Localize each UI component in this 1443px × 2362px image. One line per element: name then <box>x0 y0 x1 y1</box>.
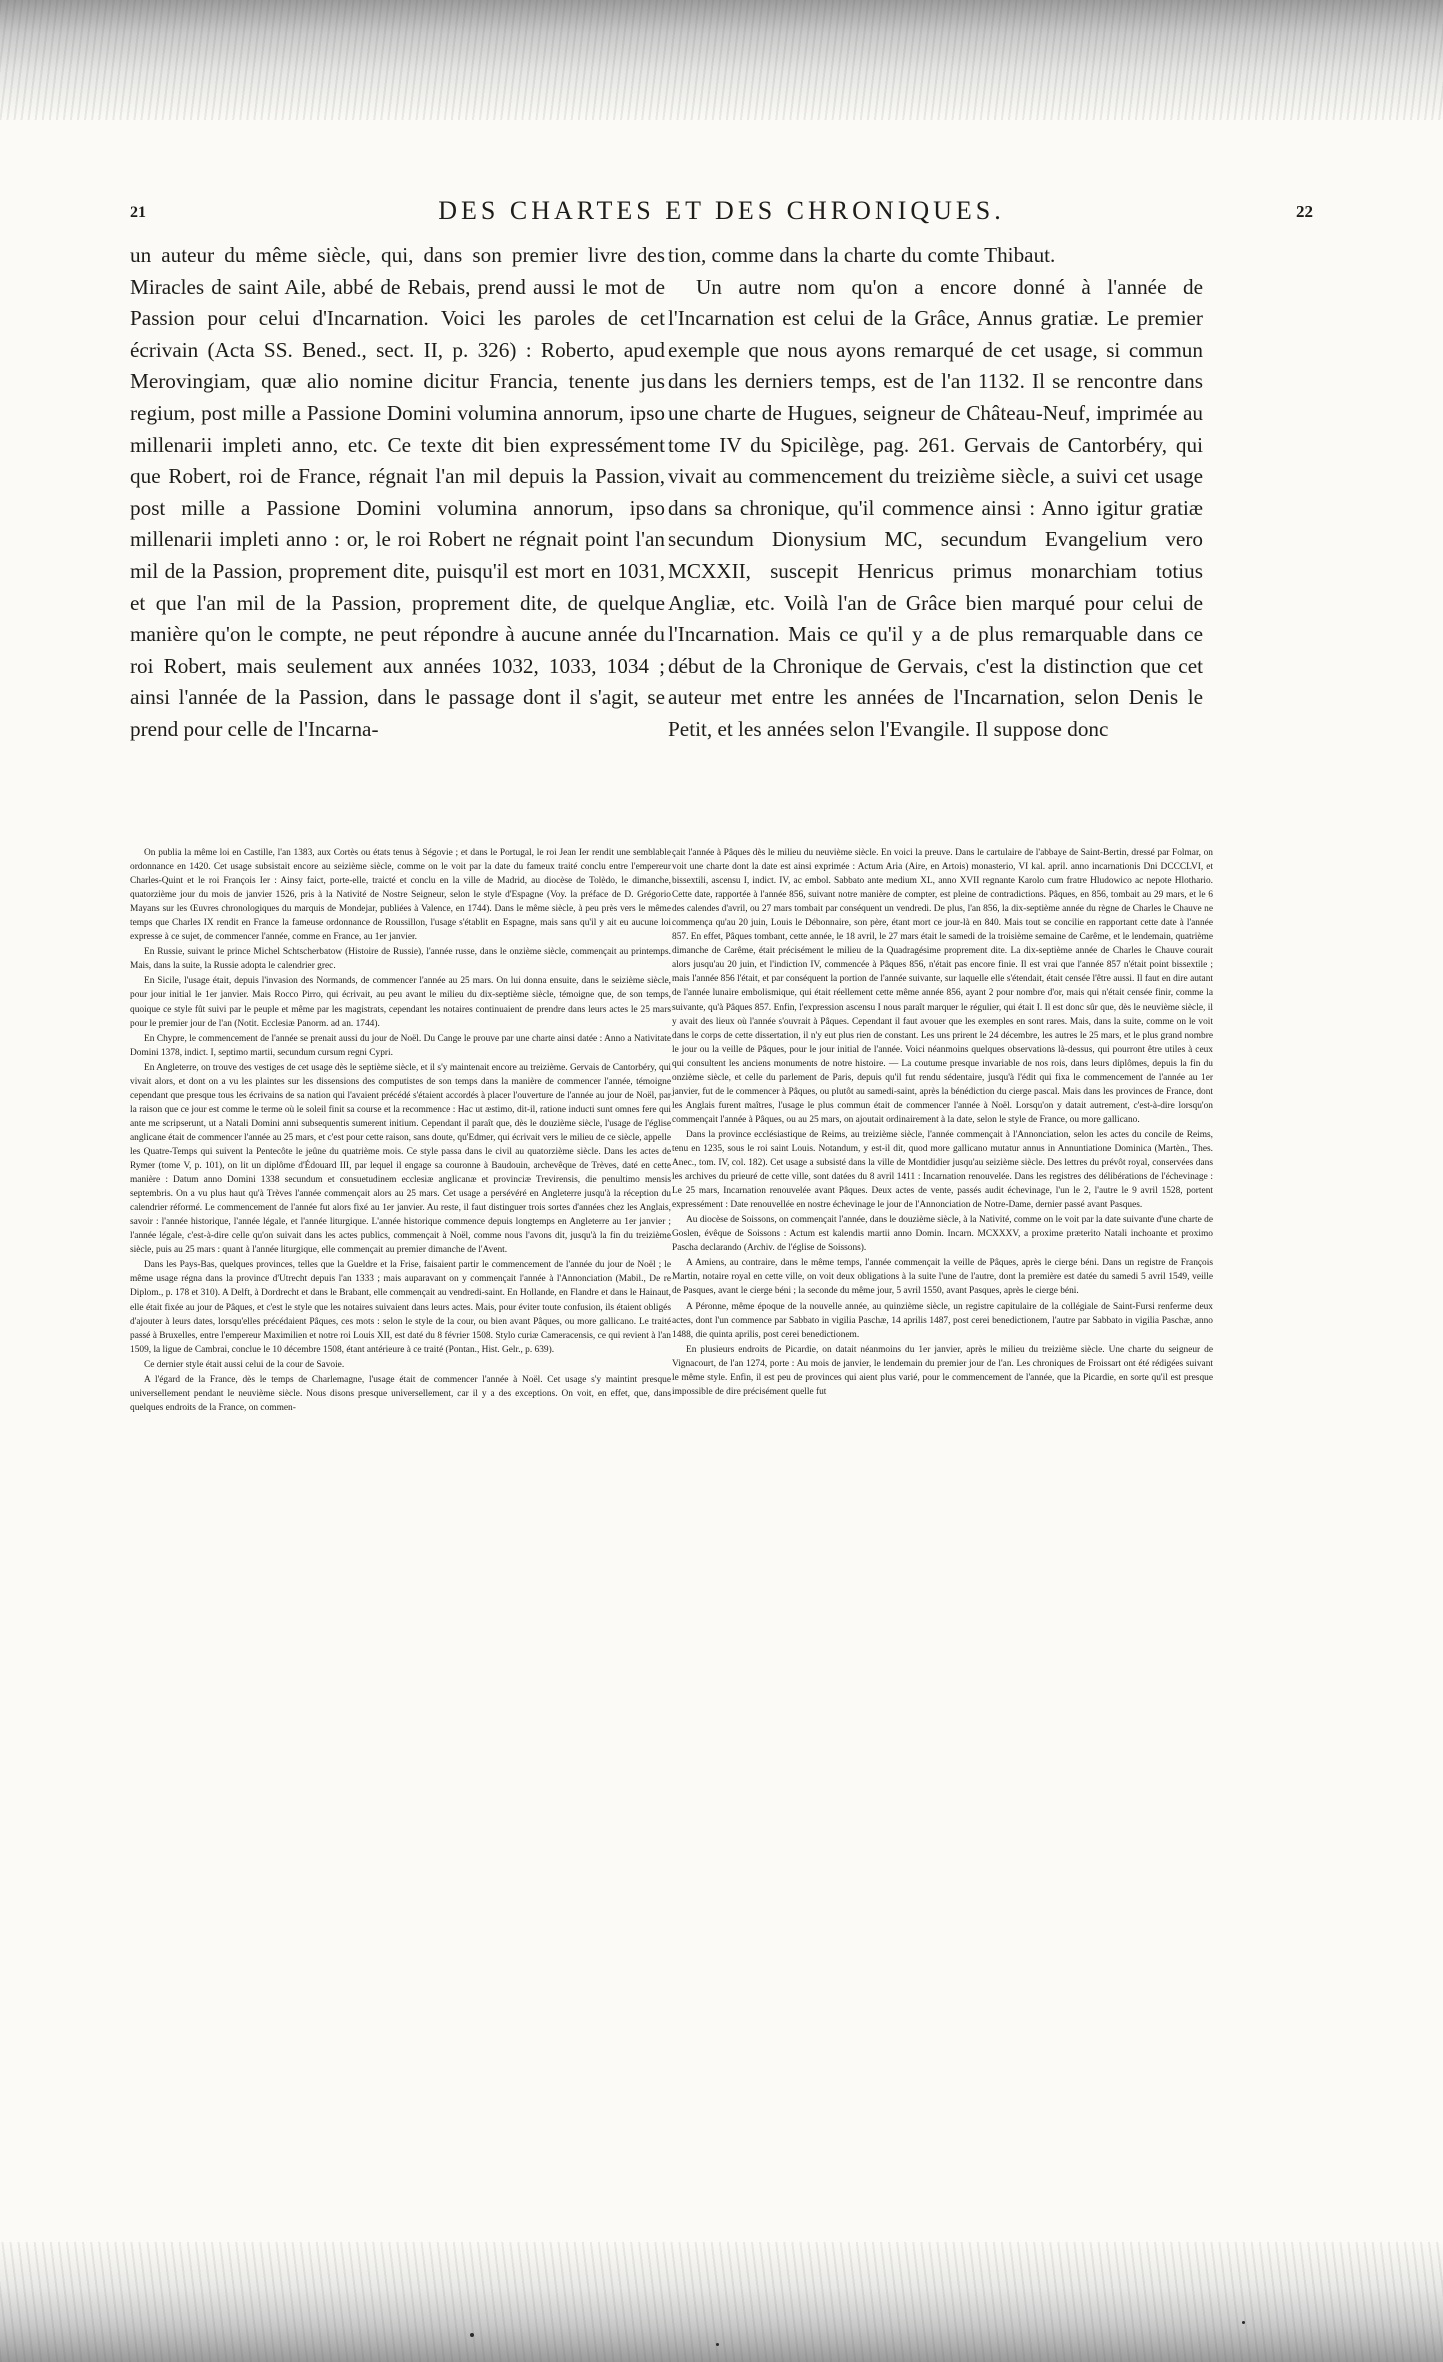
folio-right: 22 <box>1296 202 1313 221</box>
scan-top-edge <box>0 0 1443 120</box>
footnote-paragraph: A Péronne, même époque de la nouvelle année, au quinzième siècle, un registre capitulaire de la collégiale de Saint-Fursi renferme deux actes, dont l'un commence par Sabbato in vigilia Paschæ, 14 aprilis 1487, post cerei benedictionem, l'autre par Sabbato in vigilia Paschæ, anno 1488, die quinta aprilis, post cerei benedictionem. <box>672 1301 1213 1340</box>
paragraph: un auteur du même siècle, qui, dans son premier livre des Miracles de saint Aile, abbé de Rebais, prend aussi le mot de Passion pour celui d'Incarnation. Voici les paroles de cet écrivain (Acta SS. Bened., sect. II, p. 326) : Roberto, apud Merovingiam, quæ alio nomine dicitur Francia, tenente jus regium, post mille a Passione Domini volumina annorum, ipso millenarii impleti anno, etc. Ce texte dit bien expressément que Robert, roi de France, régnait l'an mil depuis la Passion, post mille a Passione Domini volumina annorum, ipso millenarii impleti anno : or, le roi Robert ne régnait point l'an mil de la Passion, proprement dite, puisqu'il est mort en 1031, et que l'an mil de la Passion, proprement dite, de quelque manière qu'on le compte, ne peut répondre à aucune année du roi Robert, mais seulement aux années 1032, 1033, 1034 ; ainsi l'année de la Passion, dans le passage dont il s'agit, se prend pour celle de l'Incarna- <box>130 243 665 741</box>
footnotes-left-column <box>130 846 671 1416</box>
footnotes-right-column <box>672 846 1213 1400</box>
ink-speck <box>716 2343 719 2346</box>
footnote-paragraph: Dans les Pays-Bas, quelques provinces, telles que la Gueldre et la Frise, faisaient partir le commencement de l'année du jour de Noël ; le même usage régna dans la province d'Utrecht depuis l'an 1333 ; mais auparavant on y commençait l'année à l'Annonciation (Mabil., De re Diplom., p. 178 et 310). A Delft, à Dordrecht et dans le Brabant, elle commençait au vendredi-saint. En Hollande, en Flandre et dans le Hainaut, elle était fixée au jour de Pâques, et c'est le style que les notaires suivaient dans leurs actes. Mais, pour éviter toute confusion, ils étaient obligés d'ajouter à leurs dates, lorsqu'elles précédaient Pâques, ces mots : selon le style de la cour, ou bien avant Pâques, ou more gallicano. Le traité passé à Bruxelles, entre l'empereur Maximilien et notre roi Louis XII, est daté du 8 février 1508. Stylo curiæ Cameracensis, ce qui revient à l'an 1509, la ligue de Cambrai, conclue le 10 décembre 1508, étant antérieure à ce traité (Pontan., Hist. Gelr., p. 639). <box>130 1260 671 1355</box>
main-text-right-column <box>668 240 1203 746</box>
footnote-paragraph: A Amiens, au contraire, dans le même temps, l'année commençait la veille de Pâques, après le cierge béni. Dans un registre de François Martin, notaire royal en cette ville, on voit deux obligations à la suite l'une de l'autre, dont la première est datée du samedi 5 avril 1549, veille de Pasques, avant le cierge béni ; la seconde du même jour, 5 avril 1550, avant Pasques, après le cierge béni. <box>672 1258 1213 1297</box>
footnote-paragraph: Ce dernier style était aussi celui de la cour de Savoie. <box>144 1359 345 1370</box>
scan-bottom-edge <box>0 2242 1443 2362</box>
footnote-paragraph: çait l'année à Pâques dès le milieu du neuvième siècle. En voici la preuve. Dans le cartulaire de l'abbaye de Saint-Bertin, dressé par Folmar, on voit une charte dont la date est ainsi exprimée : Actum Aria (Aire, en Artois) monasterio, VI kal. april. anno incarnationis Dni DCCCLVI, et bissextili, ascensu I, indict. IV, ac embol. Sabbato ante medium XL, anno XVII regnante Karolo cum fratre Hludowico ac nepote Hlothario. Cette date, rapportée à l'année 856, suivant notre manière de compter, est pleine de contradictions. Pâques, en 856, tombait au 29 mars, et le 6 des calendes d'avril, ou 27 mars tombait par conséquent un vendredi. De plus, l'an 856, la dix-septième année du règne de Charles le Chauve ne commença qu'au 20 juin, Louis le Débonnaire, son père, étant mort ce jour-là en 840. Mais tout se concilie en rapportant cette date à l'année 857. En effet, Pâques tombant, cette année, le 18 avril, le 27 mars était le samedi de la troisième semaine de Carême, et le lendemain, quatrième dimanche de Carême, était précisément le milieu de la Quadragésime proprement dite. La dix-septième année de Charles le Chauve courait alors jusqu'au 20 juin, et l'indiction IV, commencée à Pâques 856, n'était pas encore finie. Il est vrai que l'année 857 n'était point bissextile ; mais l'année 856 l'était, et par conséquent la portion de l'année suivante, sur laquelle elle s'étendait, était censée l'être aussi. Il faut en dire autant de l'année lunaire embolismique, qui était réellement cette même année 856, ayant 2 pour nombre d'or, mais qui n'était censée finir, comme la suivante, qu'à Pâques 857. Enfin, l'expression ascensu I nous paraît marquer le régulier, qui était I. Il est donc sûr que, dès le neuvième siècle, il y avait des lieux où l'année s'ouvrait à Pâques. Cependant il faut avouer que les exemples en sont rares. Mais, dans la suite, comme on le voit dans le corps de cette dissertation, il n'y eut plus rien de constant. Les uns prirent le 24 décembre, les autres le 25 mars, et le plus grand nombre le jour ou la veille de Pâques, pour le jour initial de l'année. Voici néanmoins quelques observations là-dessus, qui pourront être utiles à ceux qui consultent les anciens monuments de notre histoire. — La coutume presque invariable de nos rois, dans leurs diplômes, depuis la fin du onzième siècle, et celle du parlement de Paris, depuis qu'il fut rendu sédentaire, jusqu'à l'édit qui fixa le commencement de l'année au 1er janvier, fut de le commencer à Pâques, ou plutôt au samedi-saint, après la bénédiction du cierge pascal. Mais dans les provinces de France, dont les Anglais furent maîtres, l'usage le plus commun était de commencer l'année à Noël. Lorsqu'on y datait autrement, c'est-à-dire lorsqu'on commençait l'année à Pâques, ou au 25 mars, on ajoutait ordinairement à la date, selon le style de France, ou more gallicano. <box>672 848 1213 1125</box>
footnote-paragraph: En Chypre, le commencement de l'année se prenait aussi du jour de Noël. Du Cange le prouve par une charte ainsi datée : Anno a Nativitate Domini 1378, indict. I, septimo martii, secundum cursum regni Cypri. <box>130 1033 671 1058</box>
main-text-left-column <box>130 240 665 746</box>
footnote-paragraph: En Russie, suivant le prince Michel Schtscherbatow (Histoire de Russie), l'année russe, dans le onzième siècle, commençait au printemps. Mais, dans la suite, la Russie adopta le calendrier grec. <box>130 947 671 972</box>
footnote-paragraph: En Sicile, l'usage était, depuis l'invasion des Normands, de commencer l'année au 25 mars. On lui donna ensuite, dans le seizième siècle, pour jour initial le 1er janvier. Mais Rocco Pirro, qui écrivait, au peu avant le milieu du dix-septième siècle, témoigne que, de son temps, quoique ce style fût suivi par le peuple et même par les magistrats, cependant les notaires continuaient de prendre dans leurs actes le 25 mars pour le premier jour de l'an (Notit. Ecclesiæ Panorm. ad an. 1744). <box>130 976 671 1029</box>
footnote-paragraph: Dans la province ecclésiastique de Reims, au treizième siècle, l'année commençait à l'Annonciation, selon les actes du concile de Reims, tenu en 1235, sous le roi saint Louis. Notandum, y est-il dit, quod more gallicano mutatur annus in Annuntiatione Dominica (Martèn., Thes. Anec., tom. IV, col. 182). Cet usage a subsisté dans la ville de Montdidier jusqu'au seizième siècle. Des lettres du prévôt royal, conservées dans les archives du prieuré de cette ville, sont datées du 8 avril 1411 : Incarnation renouvelée. Dans les registres des délibérations de l'échevinage : Le 25 mars, Incarnation renouvelée avant Pâques. Deux actes de vente, passés audit échevinage, l'un le 2, l'autre le 9 avril 1528, portent expressément : Date renouvellée en nostre échevinage le jour de l'Annonciation de Notre-Dame, dernier passé avant Pasques. <box>672 1129 1213 1211</box>
ink-speck <box>470 2333 474 2337</box>
footnote-paragraph: A l'égard de la France, dès le temps de Charlemagne, l'usage était de commencer l'année à Noël. Cet usage s'y maintint presque universellement pendant le neuvième siècle. Nous disons presque universellement, car il y a des exceptions. On voit, en effet, que, dans quelques endroits de la France, on commen- <box>130 1374 671 1413</box>
paragraph: Un autre nom qu'on a encore donné à l'année de l'Incarnation est celui de la Grâce, Annus gratiæ. Le premier exemple que nous ayons remarqué de cet usage, si commun dans les derniers temps, est de l'an 1132. Il se rencontre dans une charte de Hugues, seigneur de Château-Neuf, imprimée au tome IV du Spicilège, pag. 261. Gervais de Cantorbéry, qui vivait au commencement du treizième siècle, a suivi cet usage dans sa chronique, qu'il commence ainsi : Anno igitur gratiæ secundum Dionysium MC, secundum Evangelium vero MCXXII, suscepit Henricus primus monarchiam totius Angliæ, etc. Voilà l'an de Grâce bien marqué pour celui de l'Incarnation. Mais ce qu'il y a de plus remarquable dans ce début de la Chronique de Gervais, c'est la distinction que cet auteur met entre les années de l'Incarnation, selon Denis le Petit, et les années selon l'Evangile. Il suppose donc <box>668 274 1203 741</box>
footnote-paragraph: En plusieurs endroits de Picardie, on datait néanmoins du 1er janvier, après le milieu du treizième siècle. Une charte du seigneur de Vignacourt, de l'an 1274, porte : Au mois de janvier, le lendemain du premier jour de l'an. Les chroniques de Froissart ont été rédigées suivant le même style. Enfin, il est peu de provinces qui aient plus varié, pour le commencement de l'année, que la Picardie, en sorte qu'il est presque impossible de dire précisément quelle fut <box>672 1344 1213 1397</box>
running-head-title: DES CHARTES ET DES CHRONIQUES. <box>438 196 1005 225</box>
footnote-paragraph: En Angleterre, on trouve des vestiges de cet usage dès le septième siècle, et il s'y maintenait encore au treizième. Gervais de Cantorbéry, qui vivait alors, et dont on a vu les plaintes sur les dissensions des computistes de son temps dans la manière de commencer l'année, témoigne cependant que presque tous les écrivains de sa nation qui l'avaient précédé s'étaient accordés à placer l'ouverture de l'année au jour de Noël, par la raison que ce jour est comme le terme où le soleil finit sa course et la recommence : Hac ut æstimo, dit-il, ratione inducti sunt omnes fere qui ante me scripserunt, ut a Natali Domini anni subsequentis sumerent initium. Cependant il paraît que, dès le douzième siècle, l'usage de l'église anglicane était de commencer l'année au 25 mars, et c'est pour cette raison, sans doute, qu'Edmer, qui écrivait vers le milieu de ce siècle, appelle les Quatre-Temps qui suivent la Pentecôte le jeûne du quatrième mois. Ce style passa dans le civil au quatorzième siècle. Dans les actes de Rymer (tome V, p. 101), on lit un diplôme d'Édouard III, par lequel il engage sa couronne à Baudouin, archevêque de Trèves, daté en cette manière : Datum anno Domini 1338 secundum et consuetudinem ecclesiæ anglicanæ et provinciæ Trevirensis, die penultimo mensis septembris. On a vu plus haut qu'à Trèves l'année commençait alors au 25 mars. Cet usage a persévéré en Angleterre jusqu'à la réception du calendrier réformé. Le commencement de l'année fut alors fixé au 1er janvier. Au reste, il faut distinguer trois sortes d'années chez les Anglais, savoir : l'année historique, l'année légale, et l'année liturgique. L'année historique commence depuis longtemps en Angleterre au 1er janvier ; l'année légale, c'est-à-dire celle qu'on suivait dans les actes publics, commençait à Noël, comme nous l'avons dit, jusqu'à la fin du treizième siècle, puis au 25 mars : quant à l'année liturgique, elle commençait au premier dimanche de l'Avent. <box>130 1062 671 1256</box>
footnote-paragraph: Au diocèse de Soissons, on commençait l'année, dans le douzième siècle, à la Nativité, comme on le voit par la date suivante d'une charte de Goslen, évêque de Soissons : Actum est kalendis martii anno Domin. Incarn. MCXXXV, a proxime præterito Natali inchoante et proximo Pascha declarando (Archiv. de l'église de Soissons). <box>672 1215 1213 1254</box>
folio-left: 21 <box>130 204 146 221</box>
paragraph: tion, comme dans la charte du comte Thibaut. <box>668 243 1056 267</box>
running-head <box>130 196 1313 230</box>
footnote-paragraph: On publia la même loi en Castille, l'an 1383, aux Cortès ou états tenus à Ségovie ; et dans le Portugal, le roi Jean Ier rendit une semblable ordonnance en 1420. Cet usage subsistait encore au seizième siècle, comme on le voit par la date du fameux traité conclu entre l'empereur Charles-Quint et le roi François Ier : Ainsy faict, porte-elle, traicté et conclu en la ville de Madrid, au diocèse de Tolèdo, le dimanche, quatorzième jour du mois de janvier 1526, pris à la Nativité de Nostre Seigneur, selon le style d'Espagne (Voy. la préface de D. Grégorio Mayans sur les Œuvres chronologiques du marquis de Mondejar, publiées à Valence, en 1744). Dans le même siècle, à peu près vers le même temps que Charles IX rendit en France la fameuse ordonnance de Roussillon, l'usage s'établit en Espagne, mais sans qu'il y ait eu aucune loi expresse à ce sujet, de commencer l'année, comme en France, au 1er janvier. <box>130 848 671 943</box>
ink-speck <box>1242 2321 1245 2324</box>
